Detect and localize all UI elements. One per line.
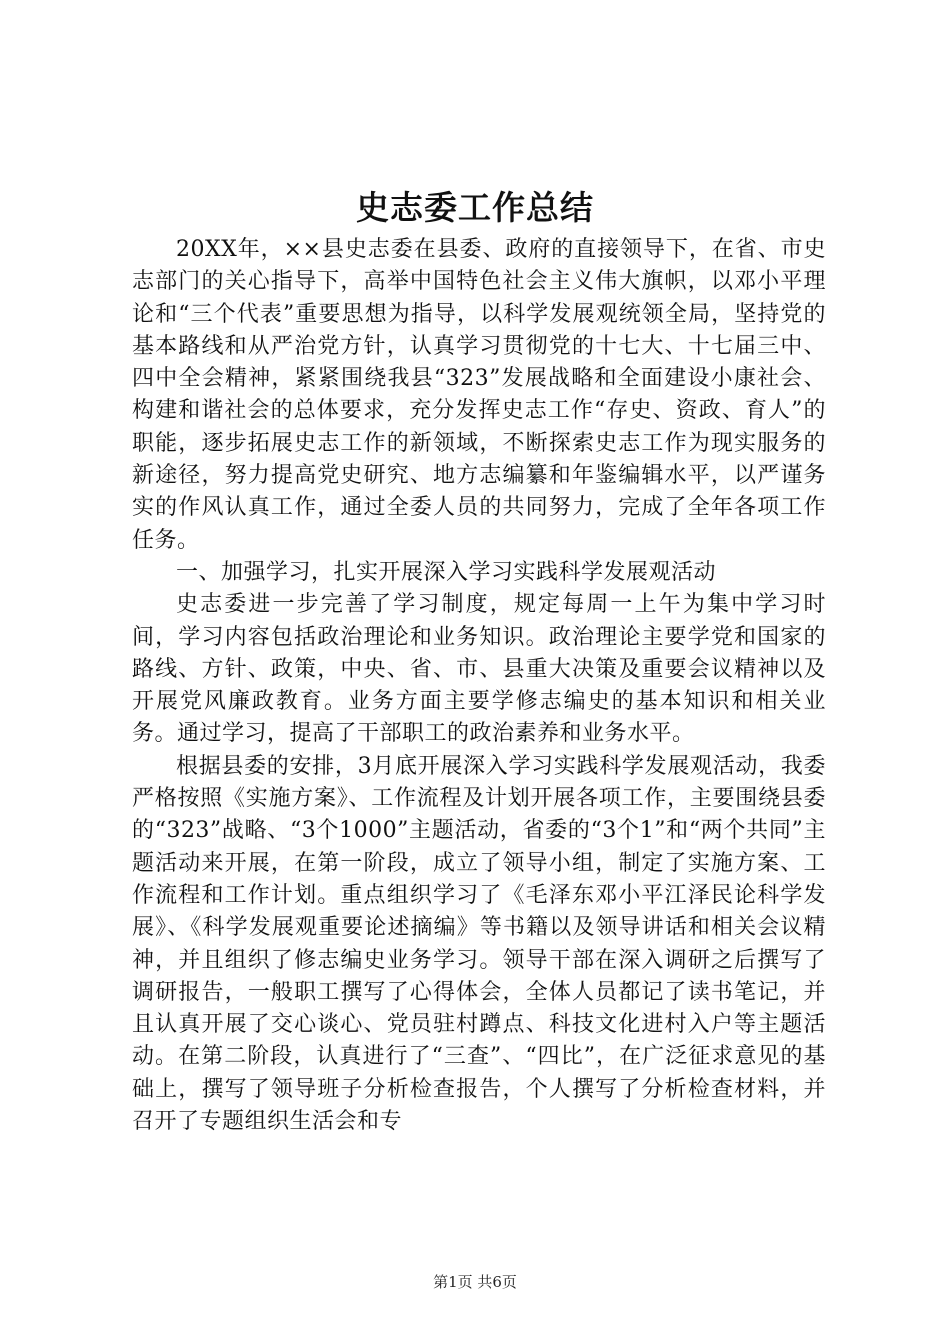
document-body xyxy=(132,234,826,1138)
document-title: 史志委工作总结 xyxy=(356,188,594,227)
page-footer: 第1页 共6页 xyxy=(433,1273,517,1291)
paragraph-study-system: 史志委进一步完善了学习制度，规定每周一上午为集中学习时间，学习内容包括政治理论和业务知识。政治理论主要学党和国家的路线、方针、政策，中央、省、市、县重大决策及重要会议精神以及开展党风廉政教育。业务方面主要学修志编史的基本知识和相关业务。通过学习，提高了干部职工的政治素养和业务水平。 xyxy=(132,592,826,747)
section-heading-1: 一、加强学习，扎实开展深入学习实践科学发展观活动 xyxy=(176,559,717,585)
paragraph-intro: 20XX年，××县史志委在县委、政府的直接领导下，在省、市史志部门的关心指导下，高举中国特色社会主义伟大旗帜，以邓小平理论和“三个代表”重要思想为指导，以科学发展观统领全局，坚持党的基本路线和从严治党方针，认真学习贯彻党的十七大、十七届三中、四中全会精神，紧紧围绕我县“323”发展战略和全面建设小康社会、构建和谐社会的总体要求，充分发挥史志工作“存史、资政、育人”的职能，逐步拓展史志工作的新领域，不断探索史志工作为现实服务的新途径，努力提高党史研究、地方志编纂和年鉴编辑水平，以严谨务实的作风认真工作，通过全委人员的共同努力，完成了全年各项工作任务。 xyxy=(132,237,826,553)
paragraph-practice-activity: 根据县委的安排，3月底开展深入学习实践科学发展观活动，我委严格按照《实施方案》、工作流程及计划开展各项工作，主要围绕县委的“323”战略、“3个1000”主题活动，省委的“3个1”和“两个共同”主题活动来开展，在第一阶段，成立了领导小组，制定了实施方案、工作流程和工作计划。重点组织学习了《毛泽东邓小平江泽民论科学发展》、《科学发展观重要论述摘编》等书籍以及领导讲话和相关会议精神，并且组织了修志编史业务学习。领导干部在深入调研之后撰写了调研报告，一般职工撰写了心得体会，全体人员都记了读书笔记，并且认真开展了交心谈心、党员驻村蹲点、科技文化进村入户等主题活动。在第二阶段，认真进行了“三查”、“四比”，在广泛征求意见的基础上，撰写了领导班子分析检查报告，个人撰写了分析检查材料，并召开了专题组织生活会和专 xyxy=(132,753,826,1135)
